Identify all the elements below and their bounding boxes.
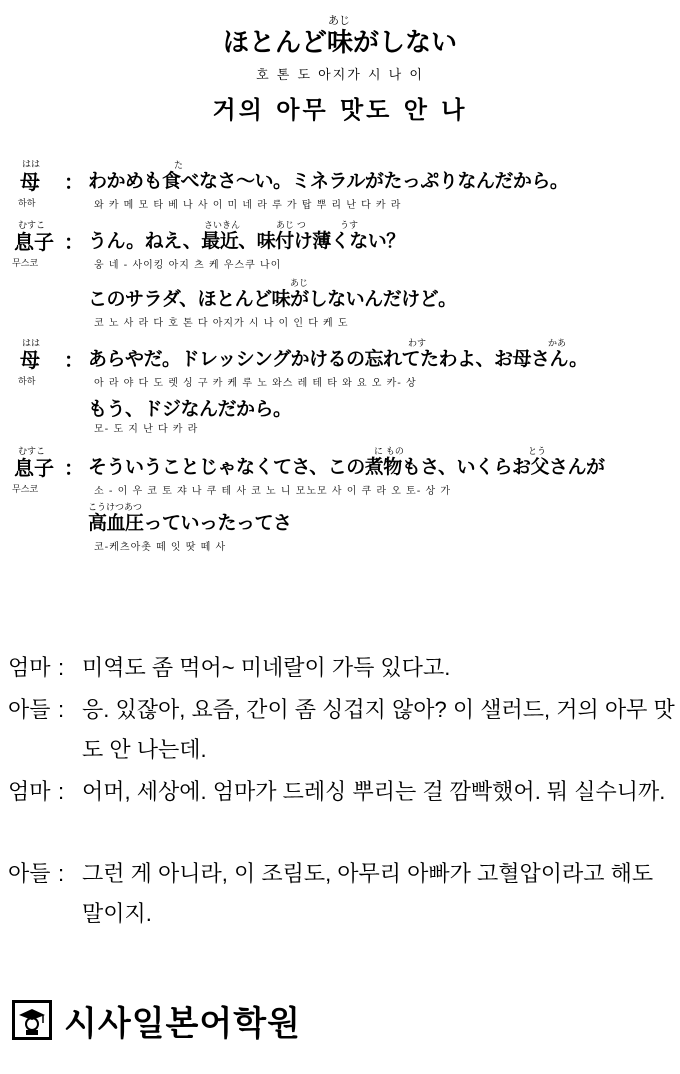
colon: : — [58, 779, 65, 804]
dialogue-line: 高血圧っていったってさ — [88, 512, 292, 534]
speaker-furigana: むすこ — [18, 447, 46, 457]
furigana: さいきん — [204, 221, 241, 231]
translation-row — [8, 854, 672, 926]
dialogue-line: わかめも食べなさ～い。ミネラルがたっぷりなんだから。 — [88, 170, 569, 192]
brand-logo — [12, 998, 301, 1042]
translation-speaker: 아들 — [8, 697, 51, 722]
colon: : — [58, 655, 65, 680]
dialogue-line: そういうことじゃなくてさ、この煮物もさ、いくらお父さんが — [88, 456, 605, 478]
title-reading: 호 톤 도 아지가 시 나 이 — [256, 68, 424, 83]
speaker-name: 母 — [20, 348, 40, 372]
furigana: あじ — [290, 279, 309, 289]
furigana: とう — [528, 447, 547, 457]
dialogue-reading: 웅 네 - 사이킹 아지 츠 케 우스쿠 나이 — [94, 260, 282, 271]
colon: ： — [64, 230, 84, 254]
translation-row — [8, 648, 672, 688]
speaker-name: 母 — [20, 170, 40, 194]
speaker-name: 息子 — [14, 230, 54, 254]
translation-speaker: 엄마 — [8, 779, 51, 804]
translation-text: 그런 게 아니라, 이 조림도, 아무리 아빠가 고혈압이라고 해도 말이지. — [82, 861, 654, 926]
brand-name: 시사일본어학원 — [64, 1003, 301, 1044]
speaker-furigana: むすこ — [18, 221, 46, 231]
furigana: に もの — [374, 447, 404, 457]
dialogue-reading: 와 카 메 모 타 베 나 사 이 미 네 라 루 가 탑 뿌 리 난 다 카 라 — [94, 200, 402, 211]
colon: ： — [64, 456, 84, 480]
speaker-furigana: はは — [22, 339, 41, 349]
furigana: こうけつあつ — [88, 503, 143, 513]
dialogue-line: このサラダ、ほとんど味がしないんだけど。 — [88, 288, 457, 310]
title-japanese: ほとんど味がしない — [222, 28, 457, 58]
dialogue-reading: 모- 도 지 난 다 카 라 — [94, 424, 199, 435]
dialogue-line: うん。ねえ、最近、味付け薄くない？ — [88, 230, 405, 252]
title-korean: 거의 아무 맛도 안 나 — [212, 96, 468, 124]
colon: : — [58, 861, 65, 886]
speaker-reading: 하하 — [18, 377, 36, 387]
dialogue-reading: 소 - 이 우 코 토 쟈 나 쿠 테 사 코 노 니 모노모 사 이 쿠 라 오 토- 상 가 — [94, 486, 451, 497]
colon: : — [58, 697, 65, 722]
dialogue-reading: 코 노 사 라 다 호 톤 다 아지가 시 나 이 인 다 케 도 — [94, 318, 349, 329]
dialogue-line: あらやだ。ドレッシングかけるの忘れてたわよ、お母さん。 — [88, 348, 588, 370]
graduate-logo-icon — [12, 1000, 52, 1040]
dialogue-reading: 아 라 야 다 도 렛 싱 구 카 케 루 노 와스 레 테 타 와 요 오 카- 상 — [94, 378, 417, 389]
speaker-reading: 하하 — [18, 199, 36, 209]
furigana: かあ — [548, 339, 567, 349]
dialogue-reading: 코-케츠아촛 떼 잇 땃 떼 사 — [94, 542, 227, 553]
speaker-name: 息子 — [14, 456, 54, 480]
translation-text: 어머, 세상에. 엄마가 드레싱 뿌리는 걸 깜빡했어. 뭐 실수니까. — [82, 779, 666, 804]
translation-text: 미역도 좀 먹어~ 미네랄이 가득 있다고. — [82, 655, 451, 680]
speaker-furigana: はは — [22, 160, 41, 170]
speaker-reading: 무스코 — [12, 259, 39, 269]
furigana: あじ つ — [276, 221, 306, 231]
colon: ： — [64, 170, 84, 194]
translation-speaker: 아들 — [8, 861, 51, 886]
colon: ： — [64, 348, 84, 372]
speaker-reading: 무스코 — [12, 485, 39, 495]
furigana: た — [174, 161, 184, 171]
translation-row — [8, 690, 675, 762]
furigana: うす — [340, 221, 359, 231]
furigana: わす — [408, 339, 427, 349]
translation-text: 응. 있잖아, 요즘, 간이 좀 싱겁지 않아? 이 샐러드, 거의 아무 맛도 안 나는데. — [82, 697, 675, 762]
dialogue-line: もう、ドジなんだから。 — [88, 398, 292, 420]
translation-speaker: 엄마 — [8, 655, 51, 680]
translation-row — [8, 772, 672, 812]
